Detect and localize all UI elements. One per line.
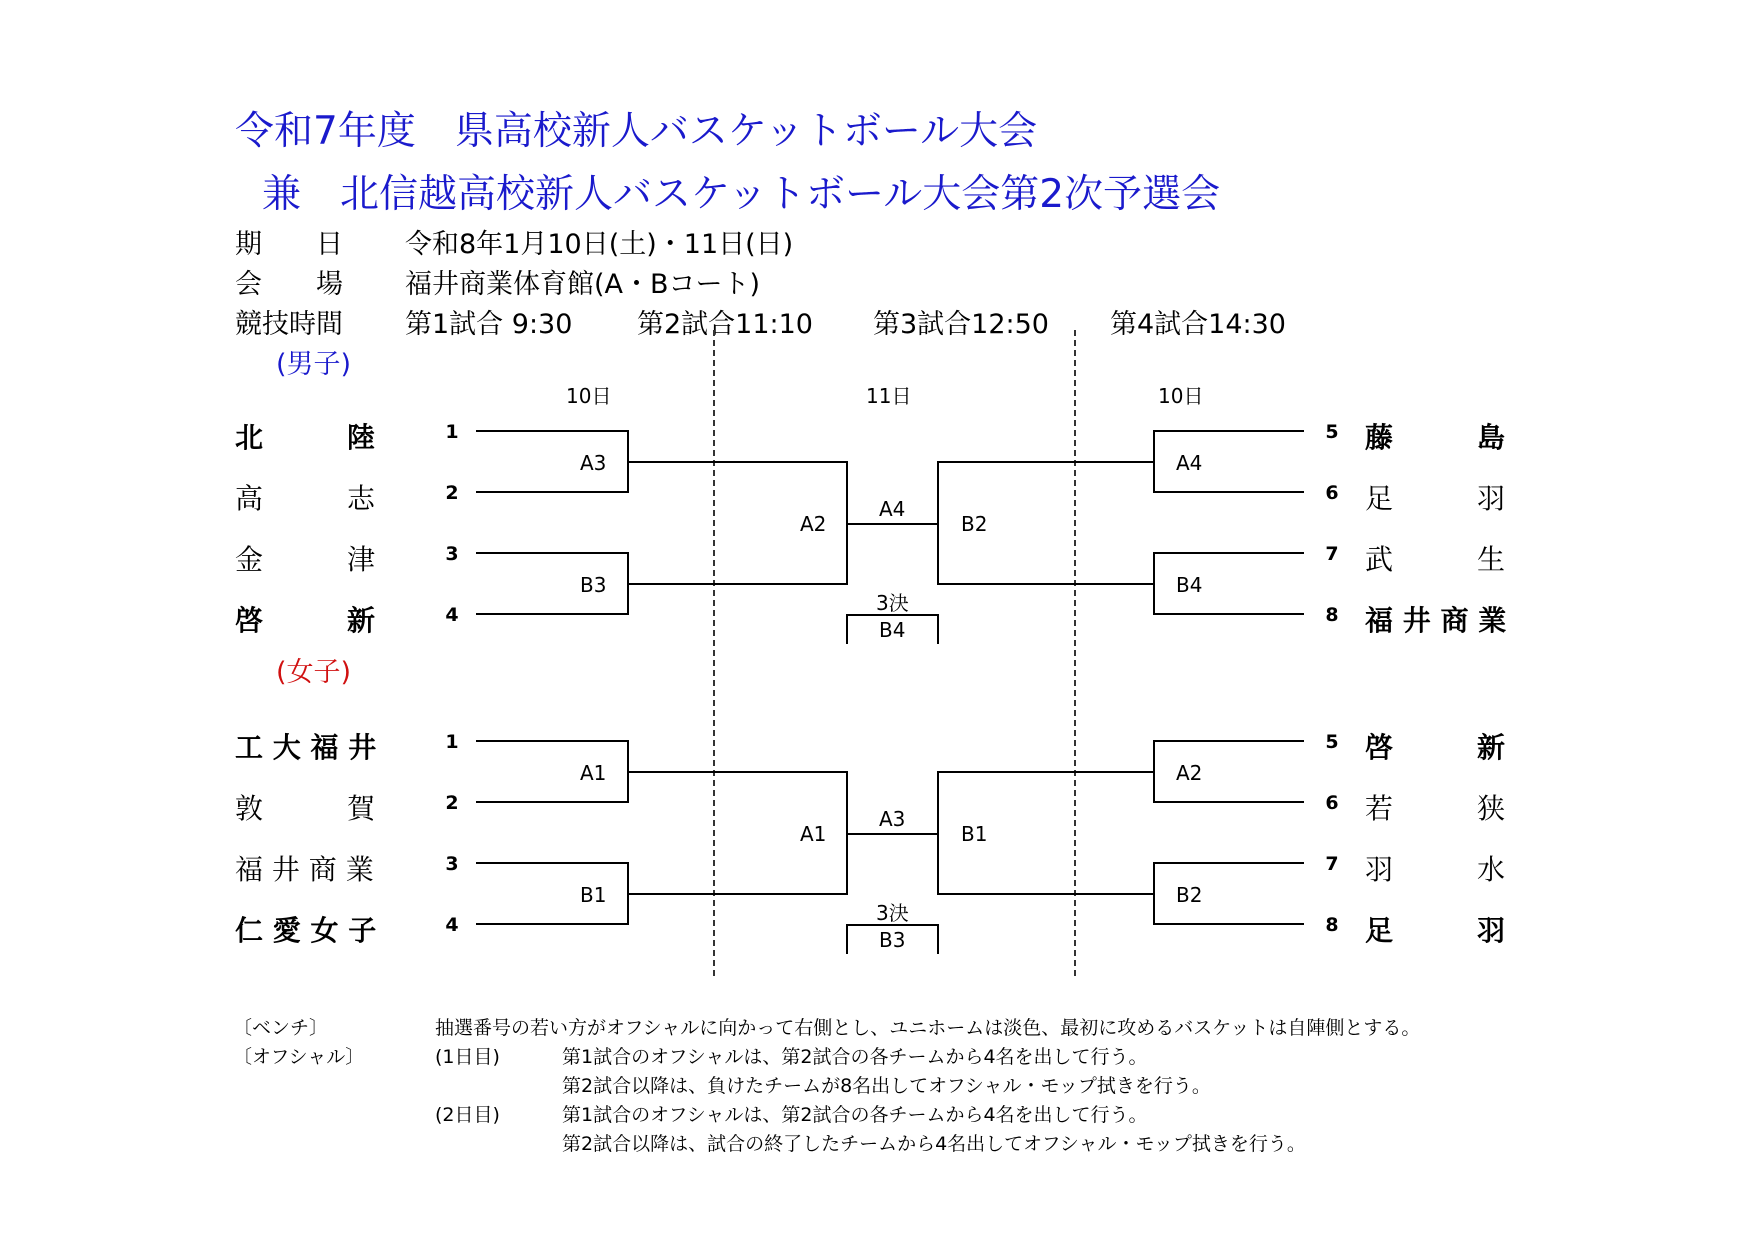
day2-label: (2日目) — [435, 1104, 500, 1126]
girls-line-l4 — [476, 923, 628, 925]
girls-code-left-semi: A1 — [800, 822, 827, 846]
girls-line-l1 — [476, 740, 628, 742]
day2-line2: 第2試合以降は、試合の終了したチームから4名出してオフシャル・モップ拭きを行う。 — [562, 1133, 1306, 1155]
boys-seed-6: 6 — [1325, 482, 1339, 504]
girls-line-third-left — [846, 924, 848, 954]
girls-line-r7 — [1153, 862, 1304, 864]
time-slot-3: 第3試合12:50 — [873, 309, 1049, 340]
day1-label: (1日目) — [435, 1046, 500, 1068]
girls-code-left-bottom: B1 — [580, 883, 607, 907]
boys-line-r-semi-bottom — [937, 583, 1155, 585]
boys-code-left-bottom: B3 — [580, 573, 607, 597]
boys-code-right-semi: B2 — [961, 512, 988, 536]
boys-team-7: 武 生 — [1365, 543, 1506, 576]
boys-line-third-right — [937, 614, 939, 644]
boys-line-r-semi-v — [937, 461, 939, 585]
girls-team-4: 仁 愛 女 子 — [235, 914, 377, 947]
boys-seed-3: 3 — [445, 543, 459, 565]
divider-day2-day1 — [1074, 330, 1076, 976]
girls-seed-2: 2 — [445, 792, 459, 814]
girls-team-3: 福 井 商 業 — [235, 853, 374, 886]
boys-line-r6 — [1153, 491, 1304, 493]
girls-code-right-top: A2 — [1176, 761, 1203, 785]
title-line1: 令和7年度 県高校新人バスケットボール大会 — [235, 109, 1038, 154]
date-value: 令和8年1月10日(土)・11日(日) — [405, 229, 794, 260]
day2-line1: 第1試合のオフシャルは、第2試合の各チームから4名を出して行う。 — [562, 1104, 1148, 1126]
boys-code-right-bottom: B4 — [1176, 573, 1203, 597]
girls-seed-3: 3 — [445, 853, 459, 875]
girls-section-label: (女子) — [276, 657, 352, 688]
boys-seed-1: 1 — [445, 421, 459, 443]
girls-line-r-semi-v — [937, 771, 939, 895]
girls-seed-5: 5 — [1325, 731, 1339, 753]
boys-line-r8 — [1153, 613, 1304, 615]
boys-team-2: 高 志 — [235, 482, 376, 515]
boys-seed-8: 8 — [1325, 604, 1339, 626]
time-slot-2: 第2試合11:10 — [637, 309, 813, 340]
date-label: 期 日 — [235, 229, 343, 260]
boys-team-4: 啓 新 — [235, 604, 376, 637]
boys-seed-5: 5 — [1325, 421, 1339, 443]
girls-line-third-right — [937, 924, 939, 954]
girls-seed-1: 1 — [445, 731, 459, 753]
girls-team-2: 敦 賀 — [235, 792, 376, 825]
girls-code-right-bottom: B2 — [1176, 883, 1203, 907]
day1-line2: 第2試合以降は、負けたチームが8名出してオフシャル・モップ拭きを行う。 — [562, 1075, 1211, 1097]
boys-seed-2: 2 — [445, 482, 459, 504]
girls-line-r78v — [1153, 862, 1155, 925]
girls-code-left-top: A1 — [580, 761, 607, 785]
girls-third-place-label: 3決 — [876, 901, 909, 925]
boys-third-place-label: 3決 — [876, 591, 909, 615]
boys-line-l2 — [476, 491, 628, 493]
girls-line-r56v — [1153, 740, 1155, 803]
day-label-center: 11日 — [866, 384, 912, 408]
divider-day1-day2 — [713, 330, 715, 976]
boys-line-l-semi-bottom — [627, 583, 847, 585]
girls-seed-4: 4 — [445, 914, 459, 936]
boys-line-third-left — [846, 614, 848, 644]
time-label: 競技時間 — [235, 309, 343, 340]
boys-line-r5 — [1153, 430, 1304, 432]
girls-line-r-semi-top — [937, 771, 1155, 773]
boys-team-8: 福 井 商 業 — [1365, 604, 1507, 637]
girls-team-8: 足 羽 — [1365, 914, 1506, 947]
boys-seed-4: 4 — [445, 604, 459, 626]
boys-line-l1 — [476, 430, 628, 432]
girls-line-l2 — [476, 801, 628, 803]
girls-team-6: 若 狭 — [1365, 792, 1506, 825]
boys-line-r-semi-top — [937, 461, 1155, 463]
title-line2: 兼 北信越高校新人バスケットボール大会第2次予選会 — [262, 172, 1221, 217]
boys-team-5: 藤 島 — [1365, 421, 1506, 454]
venue-label: 会 場 — [235, 269, 343, 300]
girls-code-third: B3 — [879, 928, 906, 952]
boys-team-6: 足 羽 — [1365, 482, 1506, 515]
boys-line-final — [846, 523, 938, 525]
official-label: 〔オフシャル〕 — [233, 1046, 365, 1068]
time-slot-4: 第4試合14:30 — [1110, 309, 1286, 340]
girls-team-1: 工 大 福 井 — [235, 731, 377, 764]
girls-team-5: 啓 新 — [1365, 731, 1506, 764]
girls-line-r8 — [1153, 923, 1304, 925]
bench-label: 〔ベンチ〕 — [233, 1017, 329, 1039]
girls-team-7: 羽 水 — [1365, 853, 1506, 886]
boys-line-r78v — [1153, 552, 1155, 615]
day1-line1: 第1試合のオフシャルは、第2試合の各チームから4名を出して行う。 — [562, 1046, 1148, 1068]
boys-line-l-semi-top — [627, 461, 847, 463]
girls-line-r5 — [1153, 740, 1304, 742]
boys-team-3: 金 津 — [235, 543, 376, 576]
girls-line-l3 — [476, 862, 628, 864]
boys-line-r56v — [1153, 430, 1155, 493]
boys-code-left-top: A3 — [580, 451, 607, 475]
boys-team-1: 北 陸 — [235, 421, 376, 454]
boys-code-final: A4 — [879, 497, 906, 521]
day-label-left: 10日 — [566, 384, 612, 408]
time-slot-1: 第1試合 9:30 — [405, 309, 573, 340]
girls-code-final: A3 — [879, 807, 906, 831]
boys-line-r7 — [1153, 552, 1304, 554]
girls-line-r-semi-bottom — [937, 893, 1155, 895]
girls-line-l-semi-bottom — [627, 893, 847, 895]
girls-line-l-semi-top — [627, 771, 847, 773]
girls-code-right-semi: B1 — [961, 822, 988, 846]
boys-section-label: (男子) — [276, 349, 352, 380]
girls-line-final — [846, 833, 938, 835]
boys-line-l3 — [476, 552, 628, 554]
boys-seed-7: 7 — [1325, 543, 1339, 565]
bench-text: 抽選番号の若い方がオフシャルに向かって右側とし、ユニホームは淡色、最初に攻めるバスケットは自陣側とする。 — [435, 1017, 1421, 1039]
venue-value: 福井商業体育館(A・Bコート) — [405, 269, 761, 300]
boys-code-right-top: A4 — [1176, 451, 1203, 475]
girls-line-r6 — [1153, 801, 1304, 803]
boys-code-left-semi: A2 — [800, 512, 827, 536]
girls-seed-7: 7 — [1325, 853, 1339, 875]
day-label-right: 10日 — [1158, 384, 1204, 408]
boys-code-third: B4 — [879, 618, 906, 642]
girls-seed-6: 6 — [1325, 792, 1339, 814]
boys-line-l4 — [476, 613, 628, 615]
girls-seed-8: 8 — [1325, 914, 1339, 936]
